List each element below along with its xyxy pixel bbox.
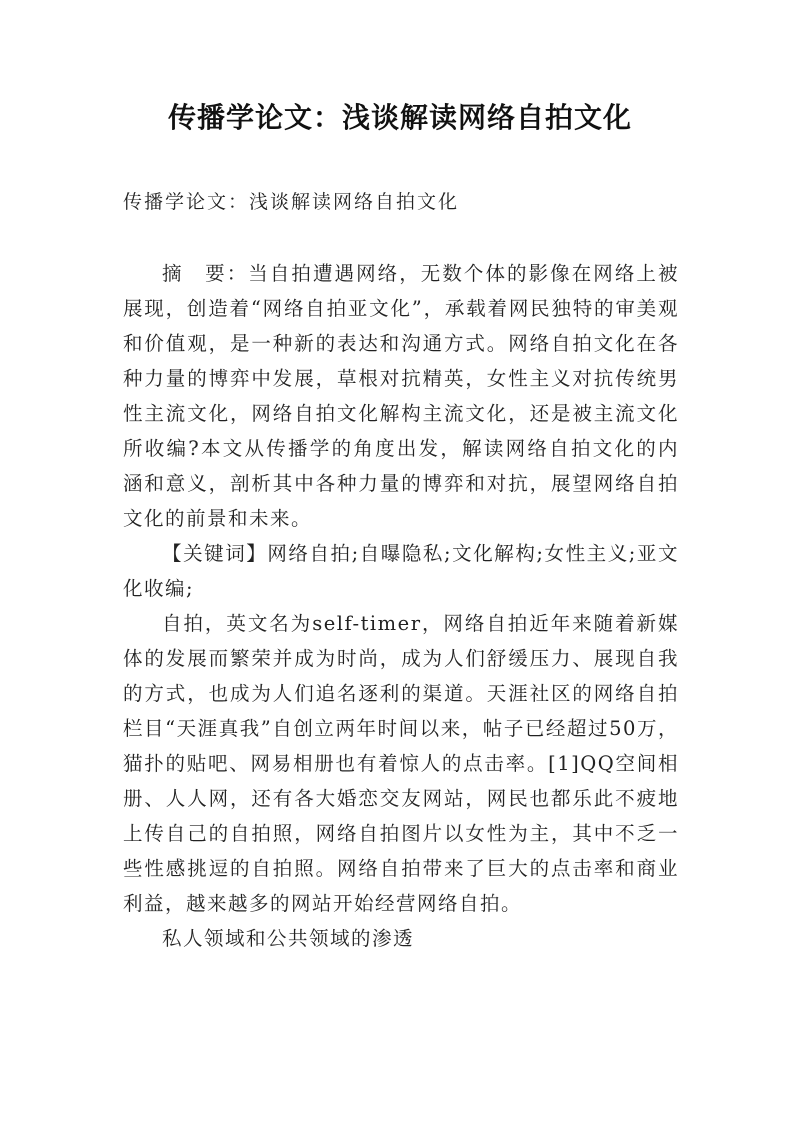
document-body [123, 256, 679, 956]
document-subtitle: 传播学论文：浅谈解读网络自拍文化 [123, 191, 460, 213]
body-paragraph: 自拍，英文名为self-timer，网络自拍近年来随着新媒体的发展而繁荣并成为时尚，成为人们舒缓压力、展现自我的方式，也成为人们追名逐利的渠道。天涯社区的网络自拍栏目“天涯真我”自创立两年时间以来，帖子已经超过50万，猫扑的贴吧、网易相册也有着惊人的点击率。[1]QQ空间相册、人人网，还有各大婚恋交友网站，网民也都乐此不疲地上传自己的自拍照，网络自拍图片以女性为主，其中不乏一些性感挑逗的自拍照。网络自拍带来了巨大的点击率和商业利益，越来越多的网站开始经营网络自拍。 [123, 612, 679, 915]
keywords-paragraph: 【关键词】网络自拍;自曝隐私;文化解构;女性主义;亚文化收编; [123, 542, 679, 600]
section-heading: 私人领域和公共领域的渗透 [162, 927, 415, 950]
document-title: 传播学论文：浅谈解读网络自拍文化 [167, 101, 632, 134]
abstract-paragraph: 摘 要：当自拍遭遇网络，无数个体的影像在网络上被展现，创造着“网络自拍亚文化”，承载着网民独特的审美观和价值观，是一种新的表达和沟通方式。网络自拍文化在各种力量的博弈中发展，草根对抗精英，女性主义对抗传统男性主流文化，网络自拍文化解构主流文化，还是被主流文化所收编?本文从传播学的角度出发，解读网络自拍文化的内涵和意义，剖析其中各种力量的博弈和对抗，展望网络自拍文化的前景和未来。 [123, 262, 679, 530]
